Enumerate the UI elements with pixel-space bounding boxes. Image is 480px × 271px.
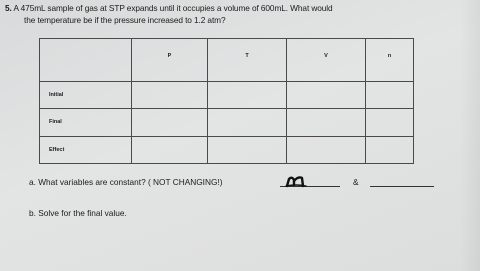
cell-initial-t[interactable] <box>208 82 287 109</box>
cell-effect-t[interactable] <box>208 136 287 163</box>
table-row-final <box>40 109 414 136</box>
problem-text-line-2: the temperature be if the pressure increased to 1.2 atm? <box>24 15 226 25</box>
ampersand-separator: & <box>353 177 359 187</box>
row-label-final: Final <box>40 109 132 136</box>
problem-text-line-1: A 475mL sample of gas at STP expands until it occupies a volume of 600mL. What would <box>13 3 333 13</box>
row-label-effect: Effect <box>40 136 132 163</box>
cell-final-t[interactable] <box>208 109 287 136</box>
question-b: b. Solve for the final value. <box>29 208 127 218</box>
cell-effect-v[interactable] <box>287 136 366 163</box>
cell-final-n[interactable] <box>366 109 414 136</box>
cell-effect-p[interactable] <box>132 136 208 163</box>
table-row-effect <box>40 136 414 163</box>
page-edge-shadow <box>460 0 480 271</box>
problem-statement <box>5 2 445 26</box>
header-cell-temperature: T <box>208 39 287 82</box>
cell-final-p[interactable] <box>132 109 208 136</box>
problem-line-1 <box>5 2 445 14</box>
gas-variables-table <box>39 38 414 164</box>
cell-initial-p[interactable] <box>132 82 208 109</box>
answer-blank-2[interactable] <box>370 186 434 187</box>
cell-initial-n[interactable] <box>366 82 414 109</box>
row-label-initial: Initial <box>40 82 132 109</box>
cell-final-v[interactable] <box>287 109 366 136</box>
problem-number: 5. <box>5 3 12 13</box>
header-cell-pressure: P <box>132 39 208 82</box>
header-cell-moles: n <box>366 39 414 82</box>
header-cell-empty <box>40 39 132 82</box>
table-row-initial <box>40 82 414 109</box>
header-cell-volume: V <box>287 39 366 82</box>
cell-effect-n[interactable] <box>366 136 414 163</box>
cell-initial-v[interactable] <box>287 82 366 109</box>
table-header-row <box>40 39 414 82</box>
question-a: a. What variables are constant? ( NOT CHANGING!) <box>29 177 223 187</box>
handwritten-n-answer <box>283 174 313 188</box>
